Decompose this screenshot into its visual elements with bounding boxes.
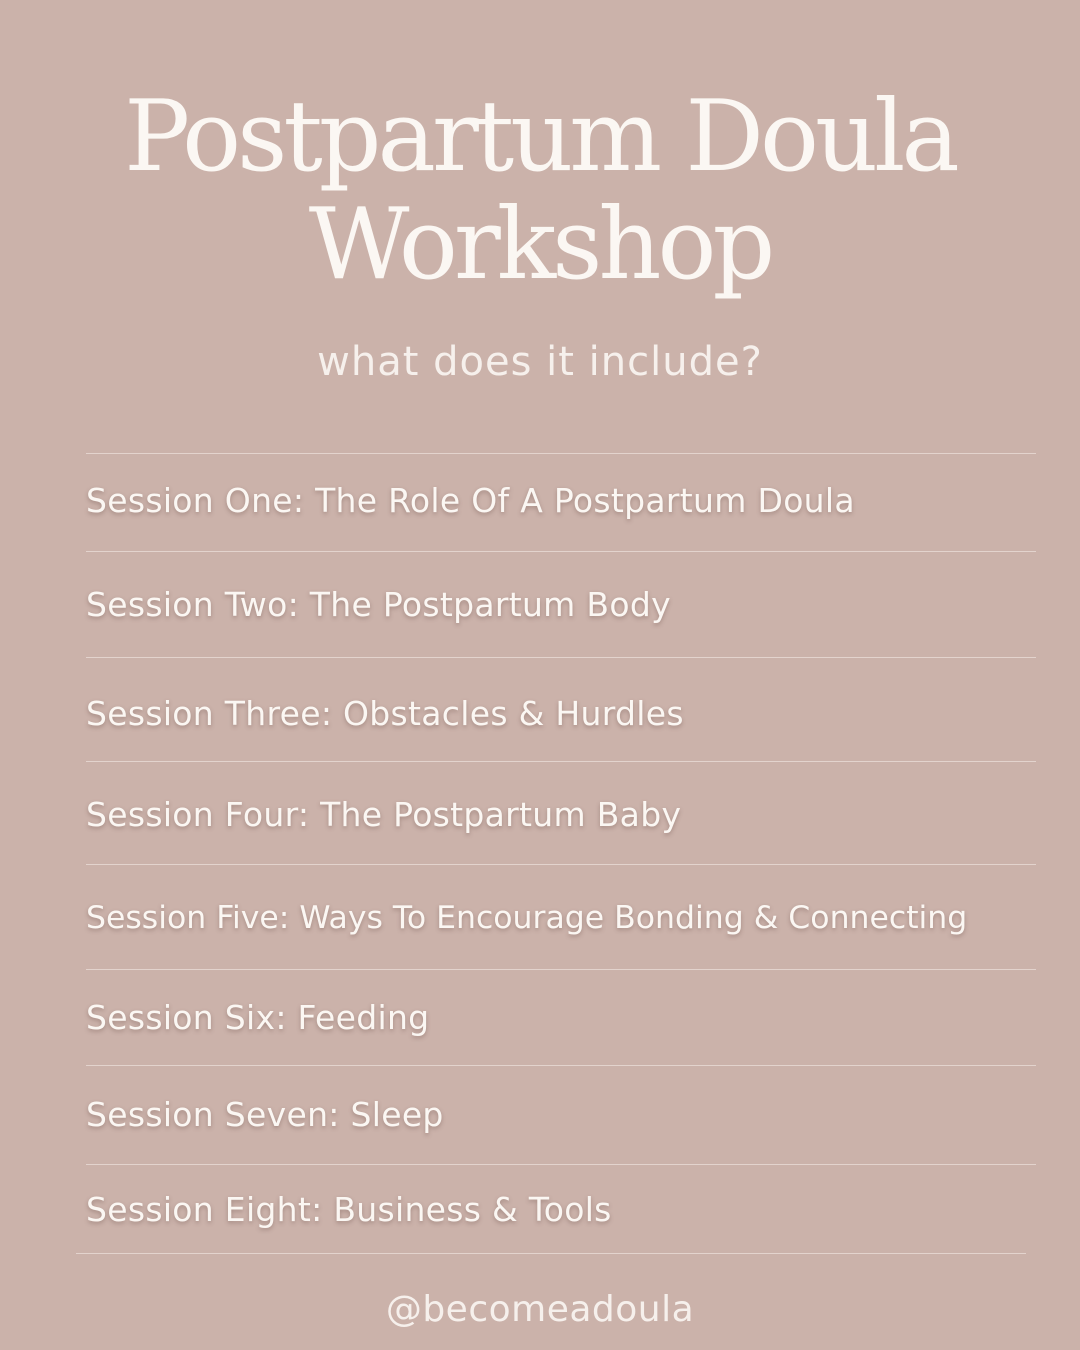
divider — [76, 1253, 1026, 1254]
divider — [86, 864, 1036, 865]
divider — [86, 1065, 1036, 1066]
divider — [86, 969, 1036, 970]
social-handle: @becomeadoula — [385, 1289, 695, 1330]
subtitle: what does it include? — [317, 339, 763, 385]
divider — [86, 551, 1036, 552]
divider — [86, 453, 1036, 454]
session-item-eight: Session Eight: Business & Tools — [86, 1190, 612, 1229]
session-item-one: Session One: The Role Of A Postpartum Doula — [86, 481, 855, 520]
session-item-five: Session Five: Ways To Encourage Bonding & Connecting — [86, 900, 968, 936]
session-item-three: Session Three: Obstacles & Hurdles — [86, 694, 684, 733]
session-item-two: Session Two: The Postpartum Body — [86, 585, 671, 624]
session-item-four: Session Four: The Postpartum Baby — [86, 795, 682, 834]
divider — [86, 657, 1036, 658]
title-line-1: Postpartum Doula — [124, 80, 956, 194]
session-item-seven: Session Seven: Sleep — [86, 1095, 444, 1134]
divider — [86, 1164, 1036, 1165]
session-item-six: Session Six: Feeding — [86, 998, 430, 1037]
divider — [86, 761, 1036, 762]
title-line-2: Workshop — [308, 188, 772, 302]
